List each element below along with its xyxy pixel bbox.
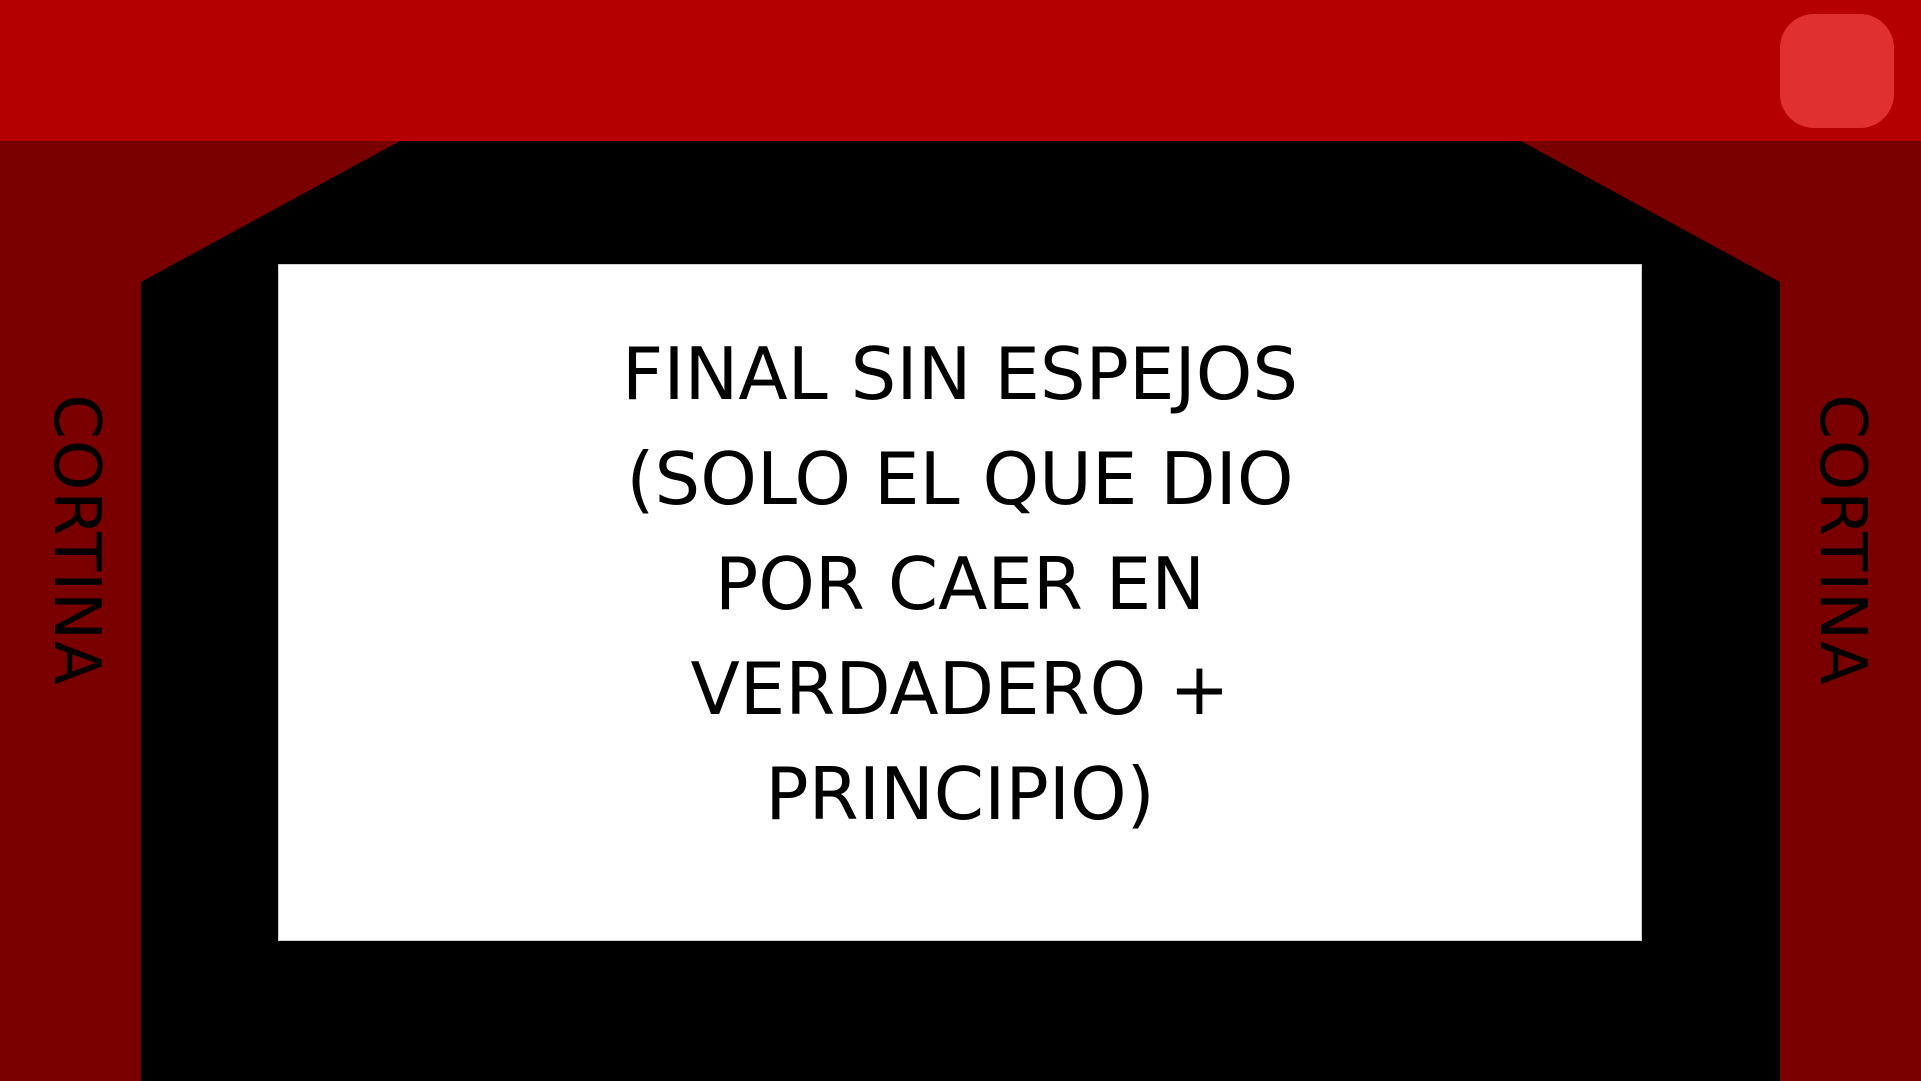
curtain-right-label: CORTINA [1805,394,1879,686]
menu-button[interactable] [1780,14,1894,128]
ending-screen [279,265,1641,940]
top-curtain-bar [0,0,1921,141]
ending-message: FINAL SIN ESPEJOS (SOLO EL QUE DIO POR CAER EN VERDADERO + PRINCIPIO) [621,332,1299,836]
curtain-left-label: CORTINA [39,394,113,686]
